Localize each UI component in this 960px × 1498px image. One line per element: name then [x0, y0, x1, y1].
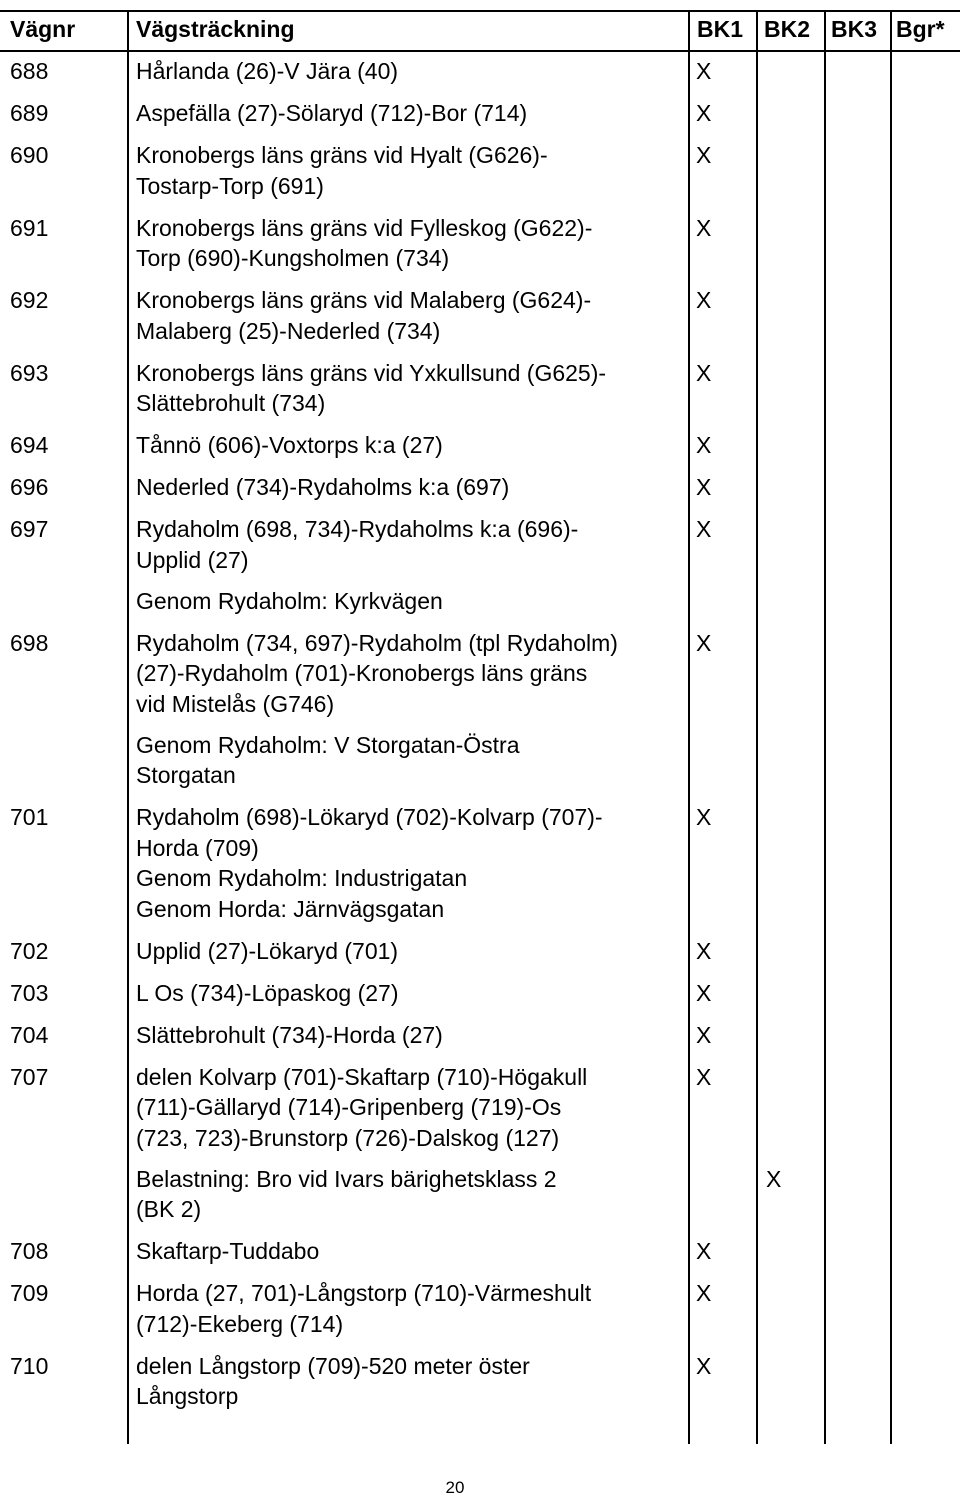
bk2-mark: X — [766, 1165, 782, 1192]
table-row — [0, 472, 960, 503]
road-number: 697 — [10, 516, 49, 542]
header-vagnr: Vägnr — [10, 16, 76, 42]
table-row — [0, 1236, 960, 1267]
route-description: delen Kolvarp (701)-Skaftarp (710)-Högakull (711)-Gällaryd (714)-Gripenberg (719)-Os (723, 723)-Brunstorp (726)-Dalskog (127) — [136, 1063, 588, 1151]
route-description: Hårlanda (26)-V Jära (40) — [136, 58, 399, 84]
route-description: Genom Rydaholm: Kyrkvägen — [136, 587, 443, 614]
route-entry — [0, 514, 960, 575]
route-entry — [0, 358, 960, 419]
bk1-mark: X — [696, 432, 712, 458]
bk1-mark: X — [696, 1021, 712, 1048]
route-entry — [0, 936, 960, 967]
route-description: Horda (27, 701)-Långstorp (710)-Värmeshult (712)-Ekeberg (714) — [136, 1280, 592, 1337]
route-description: Nederled (734)-Rydaholms k:a (697) — [136, 474, 510, 500]
route-description: Rydaholm (698)-Lökaryd (702)-Kolvarp (707)- Horda (709) Genom Rydaholm: Industrigatan Genom Horda: Järnvägsgatan — [136, 804, 603, 922]
road-number: 709 — [10, 1280, 49, 1306]
table-row — [0, 98, 960, 129]
table-row — [0, 1062, 960, 1225]
route-entry — [0, 56, 960, 87]
route-entry — [0, 285, 960, 346]
route-description: Skaftarp-Tuddabo — [136, 1238, 320, 1264]
route-entry — [0, 1164, 960, 1225]
table-row — [0, 140, 960, 201]
page-number: 20 — [445, 1478, 465, 1497]
road-number: 691 — [10, 214, 49, 241]
road-number: 707 — [10, 1063, 49, 1090]
table-row — [0, 1020, 960, 1051]
route-entry — [0, 430, 960, 461]
table-row — [0, 1351, 960, 1412]
route-entry — [0, 1236, 960, 1267]
route-description: Rydaholm (734, 697)-Rydaholm (tpl Rydaholm) (27)-Rydaholm (701)-Kronobergs läns gräns vid Mistelås (G746) — [136, 629, 618, 717]
table-row — [0, 56, 960, 87]
bk1-mark: X — [696, 474, 712, 500]
table-row — [0, 802, 960, 924]
road-number: 692 — [10, 287, 49, 313]
route-entry — [0, 1351, 960, 1412]
route-description: Genom Rydaholm: V Storgatan-Östra Storgatan — [136, 731, 520, 788]
header-vagstrackning: Vägsträckning — [136, 16, 295, 42]
route-description: delen Långstorp (709)-520 meter öster Långstorp — [136, 1352, 530, 1409]
road-number: 702 — [10, 937, 49, 964]
route-description: Tånnö (606)-Voxtorps k:a (27) — [136, 432, 443, 458]
bk1-mark: X — [696, 979, 712, 1006]
road-number: 690 — [10, 142, 49, 168]
bk1-mark: X — [696, 142, 712, 168]
table-top-rule — [0, 10, 960, 12]
header-bgr: Bgr* — [896, 16, 945, 42]
bk1-mark: X — [696, 58, 712, 84]
road-number: 708 — [10, 1238, 49, 1264]
route-description: Kronobergs läns gräns vid Hyalt (G626)- Tostarp-Torp (691) — [136, 142, 548, 199]
route-description: L Os (734)-Löpaskog (27) — [136, 979, 399, 1006]
header-bk1: BK1 — [697, 16, 744, 42]
table-row — [0, 514, 960, 616]
road-number: 704 — [10, 1021, 49, 1048]
table-row — [0, 1278, 960, 1339]
bk1-mark: X — [696, 100, 712, 126]
road-number: 698 — [10, 629, 49, 656]
route-entry — [0, 1278, 960, 1339]
route-description: Rydaholm (698, 734)-Rydaholms k:a (696)- Upplid (27) — [136, 516, 579, 573]
route-entry — [0, 213, 960, 274]
bk1-mark: X — [696, 1280, 712, 1306]
bk1-mark: X — [696, 359, 712, 386]
bk1-mark: X — [696, 1063, 712, 1090]
table-row — [0, 628, 960, 791]
road-number: 701 — [10, 804, 49, 830]
bk1-mark: X — [696, 1238, 712, 1264]
header-bottom-rule — [0, 50, 960, 52]
route-description: Upplid (27)-Lökaryd (701) — [136, 937, 399, 964]
route-description: Kronobergs läns gräns vid Yxkullsund (G625)- Slättebrohult (734) — [136, 359, 607, 416]
road-number: 710 — [10, 1352, 49, 1379]
route-entry — [0, 730, 960, 791]
table-row — [0, 978, 960, 1009]
header-bk2: BK2 — [764, 16, 811, 42]
table-row — [0, 936, 960, 967]
road-table-body — [0, 56, 960, 1423]
route-entry — [0, 802, 960, 924]
road-number: 688 — [10, 58, 49, 84]
road-number: 694 — [10, 432, 49, 458]
road-number: 696 — [10, 474, 49, 500]
route-entry — [0, 98, 960, 129]
road-number: 693 — [10, 359, 49, 386]
bk1-mark: X — [696, 937, 712, 964]
route-entry — [0, 472, 960, 503]
table-row — [0, 358, 960, 419]
route-description: Kronobergs läns gräns vid Fylleskog (G622)- Torp (690)-Kungsholmen (734) — [136, 214, 593, 271]
route-entry — [0, 140, 960, 201]
table-row — [0, 430, 960, 461]
road-number: 703 — [10, 979, 49, 1006]
route-entry — [0, 628, 960, 720]
header-bk3: BK3 — [831, 16, 878, 42]
bk1-mark: X — [696, 629, 712, 656]
route-description: Kronobergs läns gräns vid Malaberg (G624)- Malaberg (25)-Nederled (734) — [136, 287, 592, 344]
route-entry — [0, 978, 960, 1009]
bk1-mark: X — [696, 287, 712, 313]
table-row — [0, 213, 960, 274]
route-description: Aspefälla (27)-Sölaryd (712)-Bor (714) — [136, 100, 528, 126]
route-entry — [0, 1020, 960, 1051]
bk1-mark: X — [696, 516, 712, 542]
route-entry — [0, 1062, 960, 1154]
bk1-mark: X — [696, 1352, 712, 1379]
route-description: Slättebrohult (734)-Horda (27) — [136, 1021, 443, 1048]
road-number: 689 — [10, 100, 49, 126]
bk1-mark: X — [696, 214, 712, 241]
route-entry — [0, 586, 960, 617]
route-description: Belastning: Bro vid Ivars bärighetsklass 2 (BK 2) — [136, 1165, 557, 1222]
table-row — [0, 285, 960, 346]
bk1-mark: X — [696, 804, 712, 830]
